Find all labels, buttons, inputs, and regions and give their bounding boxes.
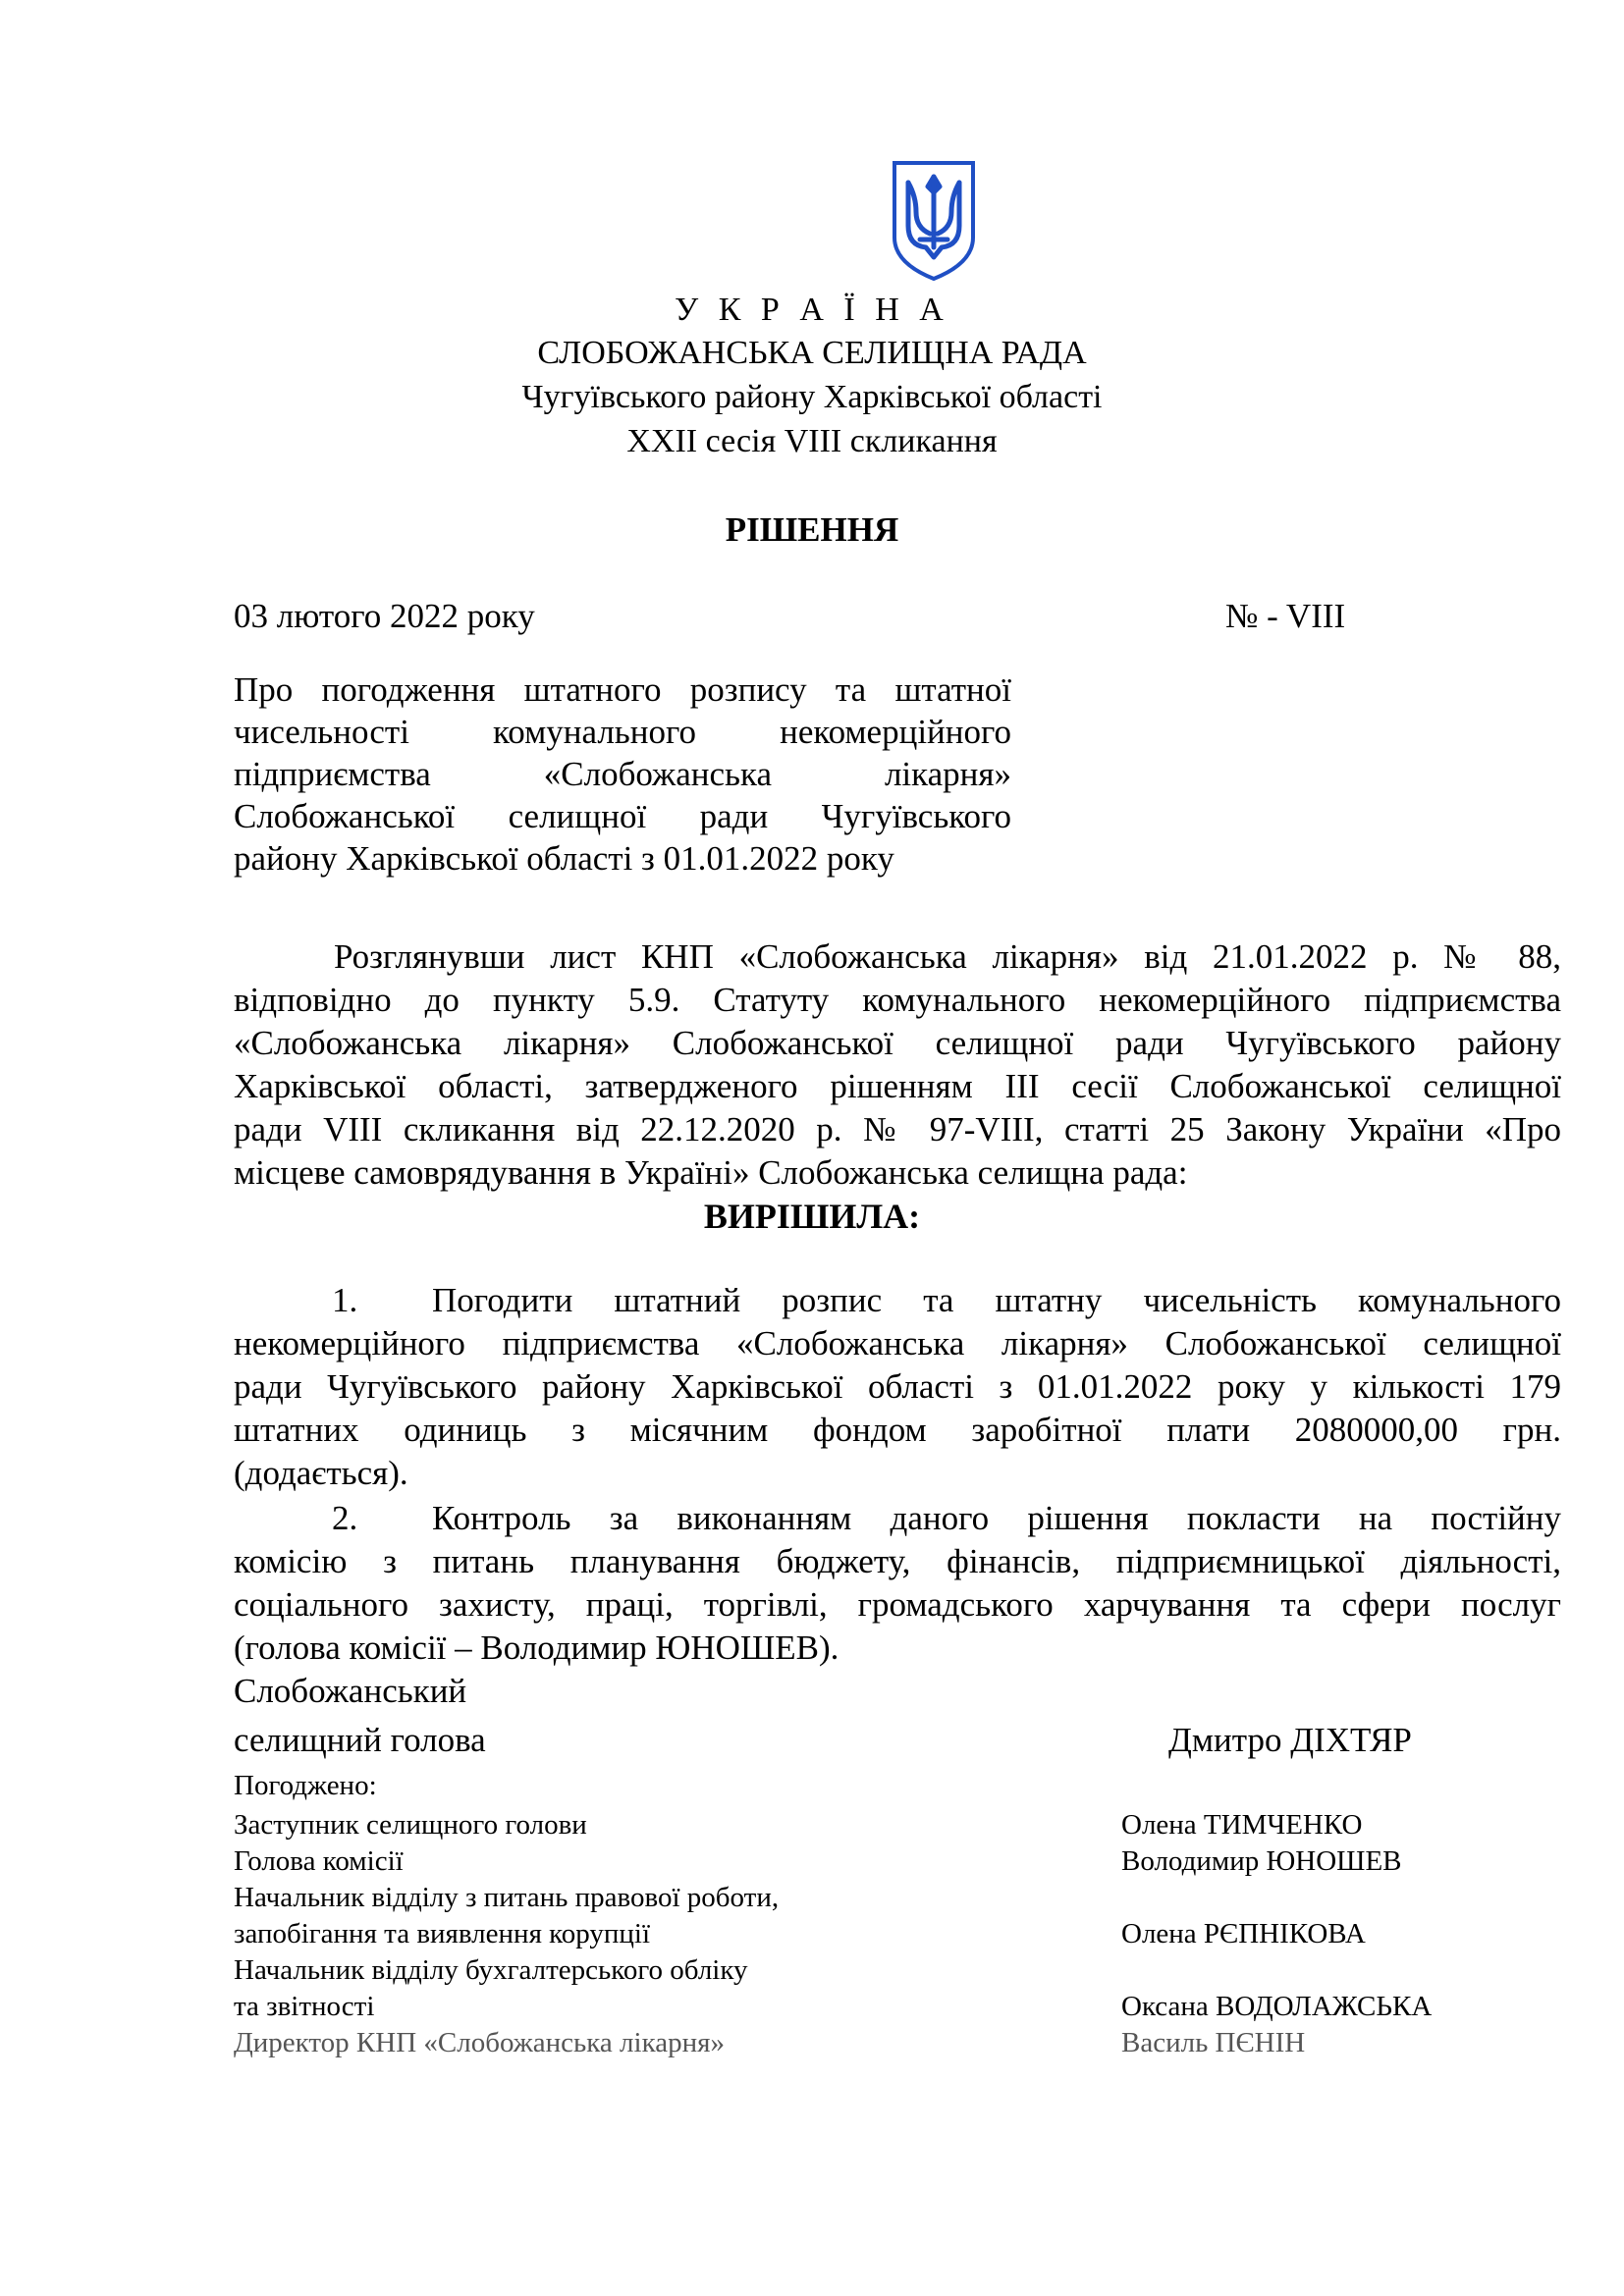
subject-line: підприємства «Слобожанська лікарня» <box>234 755 1011 793</box>
decision-date: 03 лютого 2022 року <box>234 597 535 635</box>
subject-line: Про погодження штатного розпису та штатної <box>234 670 1011 709</box>
signature-title-line2: селищний голова <box>234 1721 486 1759</box>
preamble-line: Розглянувши лист КНП «Слобожанська лікарня» від 21.01.2022 р. № 88, <box>334 937 1561 976</box>
signature-name: Дмитро ДІХТЯР <box>1168 1721 1412 1759</box>
item-number: 1. <box>332 1281 358 1319</box>
preamble-line: місцеве самоврядування в Україні» Слобожанська селищна рада: <box>234 1153 1188 1192</box>
preamble-line: «Слобожанська лікарня» Слобожанської селищної ради Чугуївського району <box>234 1024 1561 1062</box>
approval-position: Заступник селищного голови <box>234 1809 587 1841</box>
country-title: У К Р А Ї Н А <box>675 292 949 328</box>
item-line: соціального захисту, праці, торгівлі, громадського харчування та сфери послуг <box>234 1585 1561 1624</box>
council-name: СЛОБОЖАНСЬКА СЕЛИЩНА РАДА <box>537 335 1087 371</box>
approval-position: Начальник відділу з питань правової роботи, <box>234 1882 780 1913</box>
signature-title-line1: Слобожанський <box>234 1672 467 1710</box>
session-name: ХХІІ сесія VІІІ скликання <box>626 423 998 459</box>
item-line: некомерційного підприємства «Слобожанська лікарня» Слобожанської селищної <box>234 1324 1561 1362</box>
approval-name: Василь ПЄНІН <box>1121 2027 1306 2058</box>
resolved-heading: ВИРІШИЛА: <box>703 1197 921 1236</box>
item-line: (додається). <box>234 1454 408 1492</box>
approval-position: Голова комісії <box>234 1845 404 1877</box>
document-type: РІШЕННЯ <box>725 510 899 549</box>
approval-name: Оксана ВОДОЛАЖСЬКА <box>1121 1991 1433 2022</box>
preamble-line: ради VIII скликання від 22.12.2020 р. № 97-VIII, статті 25 Закону України «Про <box>234 1110 1561 1148</box>
approval-position: Директор КНП «Слобожанська лікарня» <box>234 2027 725 2058</box>
preamble-line: відповідно до пункту 5.9. Статуту комунального некомерційного підприємства <box>234 981 1561 1019</box>
subject-line: Слобожанської селищної ради Чугуївського <box>234 797 1011 835</box>
trident-icon <box>887 157 981 285</box>
item-line: штатних одиниць з місячним фондом заробітної плати 2080000,00 грн. <box>234 1411 1561 1449</box>
item-line: ради Чугуївського району Харківської області з 01.01.2022 року у кількості 179 <box>234 1367 1561 1406</box>
approval-position-cont: та звітності <box>234 1991 375 2022</box>
district-name: Чугуївського району Харківської області <box>521 379 1103 415</box>
approval-name: Володимир ЮНОШЕВ <box>1121 1845 1402 1877</box>
approvals-heading: Погоджено: <box>234 1770 377 1801</box>
subject-line: району Харківської області з 01.01.2022 року <box>234 839 894 878</box>
item-line: Контроль за виконанням даного рішення покласти на постійну <box>432 1499 1561 1537</box>
item-line: (голова комісії – Володимир ЮНОШЕВ). <box>234 1629 839 1667</box>
item-number: 2. <box>332 1499 358 1537</box>
approval-name: Олена РЄПНІКОВА <box>1121 1918 1366 1949</box>
item-line: комісію з питань планування бюджету, фінансів, підприємницької діяльності, <box>234 1542 1561 1580</box>
approval-position-cont: запобігання та виявлення корупції <box>234 1918 651 1949</box>
decision-number: № - VIII <box>1225 597 1346 635</box>
item-line: Погодити штатний розпис та штатну чисельність комунального <box>432 1281 1561 1319</box>
approval-name: Олена ТИМЧЕНКО <box>1121 1809 1363 1841</box>
subject-line: чисельності комунального некомерційного <box>234 713 1011 751</box>
preamble-line: Харківської області, затвердженого рішенням ІІІ сесії Слобожанської селищної <box>234 1067 1561 1105</box>
coat-of-arms <box>887 157 981 285</box>
approval-position: Начальник відділу бухгалтерського обліку <box>234 1954 748 1986</box>
